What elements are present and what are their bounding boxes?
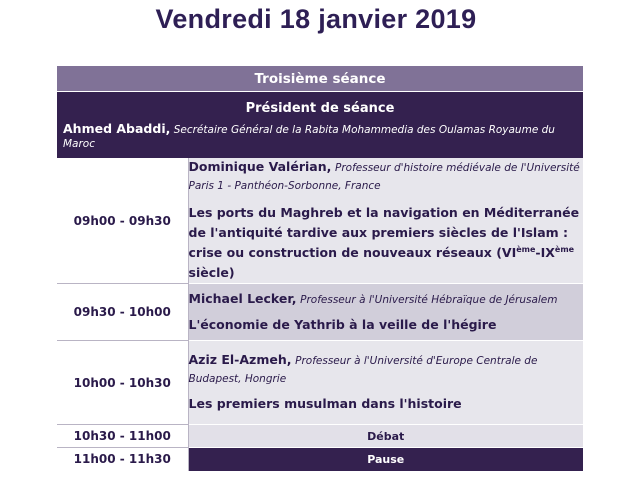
- slot-time: 09h00 - 09h30: [57, 158, 188, 284]
- pause-row: [57, 448, 583, 471]
- speaker-name: Aziz El-Azmeh,: [188, 352, 292, 367]
- speaker-affiliation: Professeur à l'Université Hébraïque de Jérusalem: [300, 293, 558, 306]
- slot-time: 09h30 - 10h00: [57, 284, 188, 341]
- slot-content: [188, 284, 583, 341]
- program-slot-row: [57, 341, 583, 425]
- pause-label: Pause: [188, 448, 583, 471]
- slot-time: 11h00 - 11h30: [57, 448, 188, 471]
- president-role: Secrétaire Général de la Rabita Mohammedia des Oulamas Royaume du Maroc: [63, 124, 555, 150]
- program-slot-row: [57, 158, 583, 284]
- president-info: [57, 116, 583, 151]
- president-row: [57, 92, 583, 159]
- speaker-name: Dominique Valérian,: [188, 159, 332, 174]
- president-cell: [57, 92, 583, 159]
- slot-content: [188, 158, 583, 284]
- speaker-line: [189, 290, 584, 309]
- speaker-affiliation: Professeur à l'Université d'Europe Centrale de Budapest, Hongrie: [188, 355, 538, 385]
- president-label: Président de séance: [245, 101, 395, 116]
- talk-title-part: siècle): [188, 265, 235, 280]
- program-table: [57, 66, 583, 471]
- talk-title: Les premiers musulman dans l'histoire: [188, 396, 462, 411]
- speaker-line: [189, 351, 584, 388]
- debat-row: [57, 425, 583, 448]
- slot-time: 10h00 - 10h30: [57, 341, 188, 425]
- page-heading-date: Vendredi 18 janvier 2019: [155, 4, 477, 34]
- talk-title-sup: ème: [516, 244, 536, 254]
- talk-title-part: -IX: [535, 245, 555, 260]
- session-header-row: [57, 66, 583, 92]
- talk-title: [189, 203, 584, 283]
- president-name: Ahmed Abaddi,: [63, 121, 171, 136]
- speaker-line: [189, 158, 584, 195]
- talk-title-sup: ème: [554, 244, 575, 254]
- speaker-name: Michael Lecker,: [188, 290, 297, 306]
- talk-title: L'économie de Yathrib à la veille de l'hégire: [188, 316, 497, 332]
- slot-time: 10h30 - 11h00: [57, 425, 188, 448]
- session-title: Troisième séance: [57, 66, 583, 92]
- debat-label: Débat: [188, 425, 583, 448]
- speaker-affiliation: Professeur d'histoire médiévale de l'Université Paris 1 - Panthéon-Sorbonne, France: [188, 162, 580, 192]
- slot-content: [188, 341, 583, 425]
- talk-title-part: Les ports du Maghreb et la navigation en Méditerranée de l'antiquité tardive aux premiers siècles de l'Islam : crise ou construction de nouveaux réseaux (VI: [188, 205, 580, 260]
- program-slot-row: [57, 284, 583, 341]
